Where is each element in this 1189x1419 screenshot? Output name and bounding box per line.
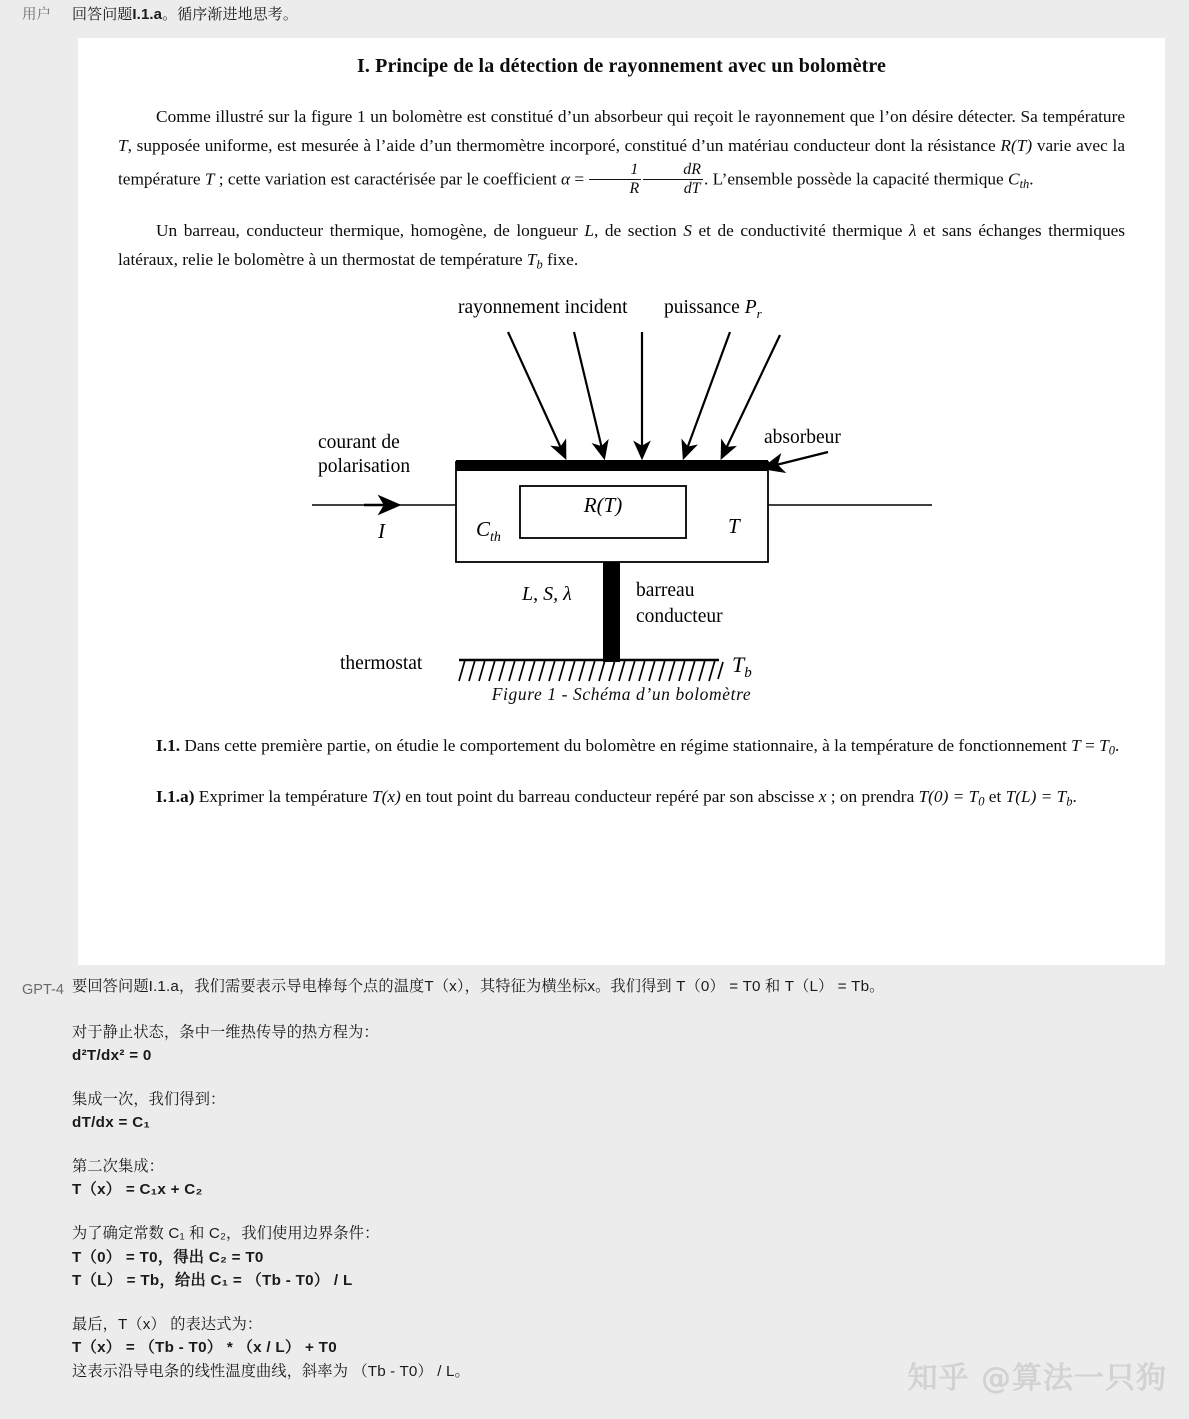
answer-line: 对于静止状态，条中一维热传导的热方程为： <box>72 1023 379 1041</box>
para1-fraction-dR-over-dT <box>643 161 703 198</box>
radiation-arrow-1 <box>508 332 565 457</box>
para1-var-C-subscript: th <box>1019 176 1030 191</box>
question-I1a-text-3: ; on prendra <box>826 786 919 806</box>
figure-label-Tb: $T_b$ <box>731 651 752 681</box>
assistant-role-label: GPT-4 <box>22 982 64 998</box>
para1-text-6: . <box>1029 169 1034 189</box>
question-I1a-var-Tx: T(x) <box>371 786 401 806</box>
assistant-message-row <box>0 975 1189 1383</box>
question-I1a-text-1: Exprimer la température <box>194 786 372 806</box>
answer-formula-line: T（x） = （Tb - T0） * （x / L） + T0 <box>72 1339 337 1357</box>
figure-label-absorbeur: absorbeur <box>763 426 841 448</box>
question-I1-label: I.1. <box>156 735 181 755</box>
absorber-black-bar <box>456 460 768 471</box>
figure-1-caption: Figure 1 - Schéma d’un bolomètre <box>491 683 752 704</box>
figure-1-block <box>100 290 1143 710</box>
question-I1-text-2: . <box>1115 735 1120 755</box>
bolometer-schematic-diagram <box>312 290 932 682</box>
para2-text-4: et sans échanges thermiques latéraux, relie le bolomètre à un thermostat de température <box>118 221 1126 270</box>
answer-line: 第二次集成： <box>72 1157 165 1175</box>
answer-formula-line: d²T/dx² = 0 <box>72 1047 152 1065</box>
frac1-denominator: R <box>629 179 640 197</box>
figure-label-thermostat: thermostat <box>339 652 422 674</box>
assistant-message-body <box>72 975 885 1383</box>
para1-var-T: T <box>118 135 128 155</box>
question-I1-var-T0: T <box>1099 735 1109 755</box>
user-message-prefix: 回答问题 <box>72 6 133 23</box>
document-section-title: I. Principe de la détection de rayonnement avec un bolomètre <box>357 55 886 77</box>
figure-label-I: I <box>377 518 385 543</box>
frac1-numerator: 1 <box>589 161 641 180</box>
zhihu-watermark: 知乎 @算法一只狗 <box>907 1361 1167 1396</box>
figure-label-L-S-lambda: L, S, λ <box>521 582 572 605</box>
thermostat-hatching <box>459 660 723 681</box>
radiation-arrow-4 <box>684 332 730 457</box>
question-I1a-text-2: en tout point du barreau conducteur repéré par son abscisse <box>400 786 819 806</box>
figure-label-Cth: $C_{th}$ <box>475 516 501 545</box>
question-I1a-cond-1: T(0) = T <box>918 786 979 806</box>
question-I1a-text-4: et <box>984 786 1006 806</box>
para1-var-RT: R(T) <box>1000 135 1033 155</box>
answer-formula-line: T（L） = Tb，给出 C₁ = （Tb - T0） / L <box>72 1272 353 1290</box>
para2-var-S: S <box>683 221 692 241</box>
para2-text-3: et de conductivité thermique <box>691 221 909 241</box>
question-I1-equals: = <box>1080 735 1100 755</box>
para1-alpha-symbol: α <box>561 169 571 189</box>
para1-text-5: . L’ensemble possède la capacité thermique <box>703 169 1009 189</box>
question-I1a-text-5: . <box>1072 786 1077 806</box>
frac2-numerator: dR <box>643 161 703 180</box>
figure-label-radiation: rayonnement incident <box>457 296 627 318</box>
para1-var-C: C <box>1008 169 1020 189</box>
para2-var-T: T <box>526 250 537 270</box>
para2-text-5: fixe. <box>542 250 579 270</box>
question-I1a-cond-1-sub: 0 <box>978 794 985 809</box>
answer-intro-line: 要回答问题I.1.a，我们需要表示导电棒每个点的温度T（x），其特征为横坐标x。我们得到 T（0） = T0 和 T（L） = Tb。 <box>72 978 885 995</box>
question-I1a-cond-2-sub: b <box>1066 794 1073 809</box>
user-message-text <box>72 0 298 30</box>
figure-label-T: T <box>727 513 740 538</box>
figure-label-RT: R(T) <box>583 492 622 517</box>
para1-text-2: , supposée uniforme, est mesurée à l’aide d’un thermomètre incorporé, constitué d’un matériau conducteur dont la résistance <box>127 135 1001 155</box>
para2-var-lambda: λ <box>908 221 917 241</box>
answer-line: 最后，T（x） 的表达式为： <box>72 1315 263 1333</box>
question-I1-var-T: T <box>1071 735 1081 755</box>
para2-var-L: L <box>584 221 594 241</box>
question-I1a-label: I.1.a) <box>156 786 195 806</box>
question-I1a-cond-2: T(L) = T <box>1005 786 1067 806</box>
para1-var-T2: T <box>204 169 215 189</box>
document-paragraph-2 <box>118 217 1125 275</box>
absorbeur-pointer-arrow <box>764 452 828 468</box>
answer-block <box>72 1088 885 1135</box>
answer-block <box>72 1021 885 1068</box>
answer-formula-line: T（0） = T0，得出 C₂ = T0 <box>72 1248 264 1266</box>
figure-label-barreau-line1: barreau <box>635 579 694 601</box>
para1-text-4: ; cette variation est caractérisée par le coefficient <box>214 169 562 189</box>
document-question-I1a <box>118 783 1125 812</box>
user-message-row <box>0 0 1189 38</box>
user-role-label: 用户 <box>22 7 51 23</box>
question-I1-text-1: Dans cette première partie, on étudie le comportement du bolomètre en régime stationnaire, à la température de fonctionnement <box>180 735 1072 755</box>
attached-document-image[interactable] <box>78 38 1165 965</box>
frac2-denominator: dT <box>683 179 701 197</box>
para1-text-3: varie avec la température <box>118 135 1125 189</box>
incident-radiation-arrows <box>508 332 780 457</box>
answer-formula-line: dT/dx = C₁ <box>72 1114 151 1132</box>
user-message-suffix: 。循序渐进地思考。 <box>162 6 298 23</box>
radiation-arrow-2 <box>574 332 604 457</box>
figure-label-courant-line1: courant de <box>317 431 400 453</box>
figure-label-courant-line2: polarisation <box>317 455 410 477</box>
answer-block <box>72 1313 885 1384</box>
document-question-I1 <box>118 732 1125 761</box>
user-message-question-ref: I.1.a <box>132 6 163 23</box>
para2-var-T-subscript: b <box>536 257 543 272</box>
answer-formula-line: T（x） = C₁x + C₂ <box>72 1181 203 1199</box>
conducting-bar <box>603 562 620 662</box>
para1-fraction-1-over-R <box>589 161 641 198</box>
para2-text-2: , de section <box>594 221 684 241</box>
figure-label-power: puissance $P_r$ <box>663 296 762 321</box>
answer-block <box>72 1155 885 1202</box>
figure-label-barreau-line2: conducteur <box>635 605 723 627</box>
document-paragraph-1 <box>118 103 1125 197</box>
para1-equals: = <box>570 169 589 189</box>
para1-text-1: Comme illustré sur la figure 1 un bolomètre est constitué d’un absorbeur qui reçoit le rayonnement que l’on désire détecter. Sa température <box>156 107 1125 126</box>
question-I1-var-T0-subscript: 0 <box>1108 743 1115 758</box>
answer-line: 为了确定常数 C₁ 和 C₂，我们使用边界条件： <box>72 1224 380 1242</box>
question-I1a-var-x: x <box>818 786 827 806</box>
answer-line: 集成一次，我们得到： <box>72 1090 226 1108</box>
answer-line: 这表示沿导电条的线性温度曲线，斜率为 （Tb - T0） / L。 <box>72 1362 470 1380</box>
answer-block <box>72 1222 885 1293</box>
para2-text-1: Un barreau, conducteur thermique, homogène, de longueur <box>156 221 585 241</box>
